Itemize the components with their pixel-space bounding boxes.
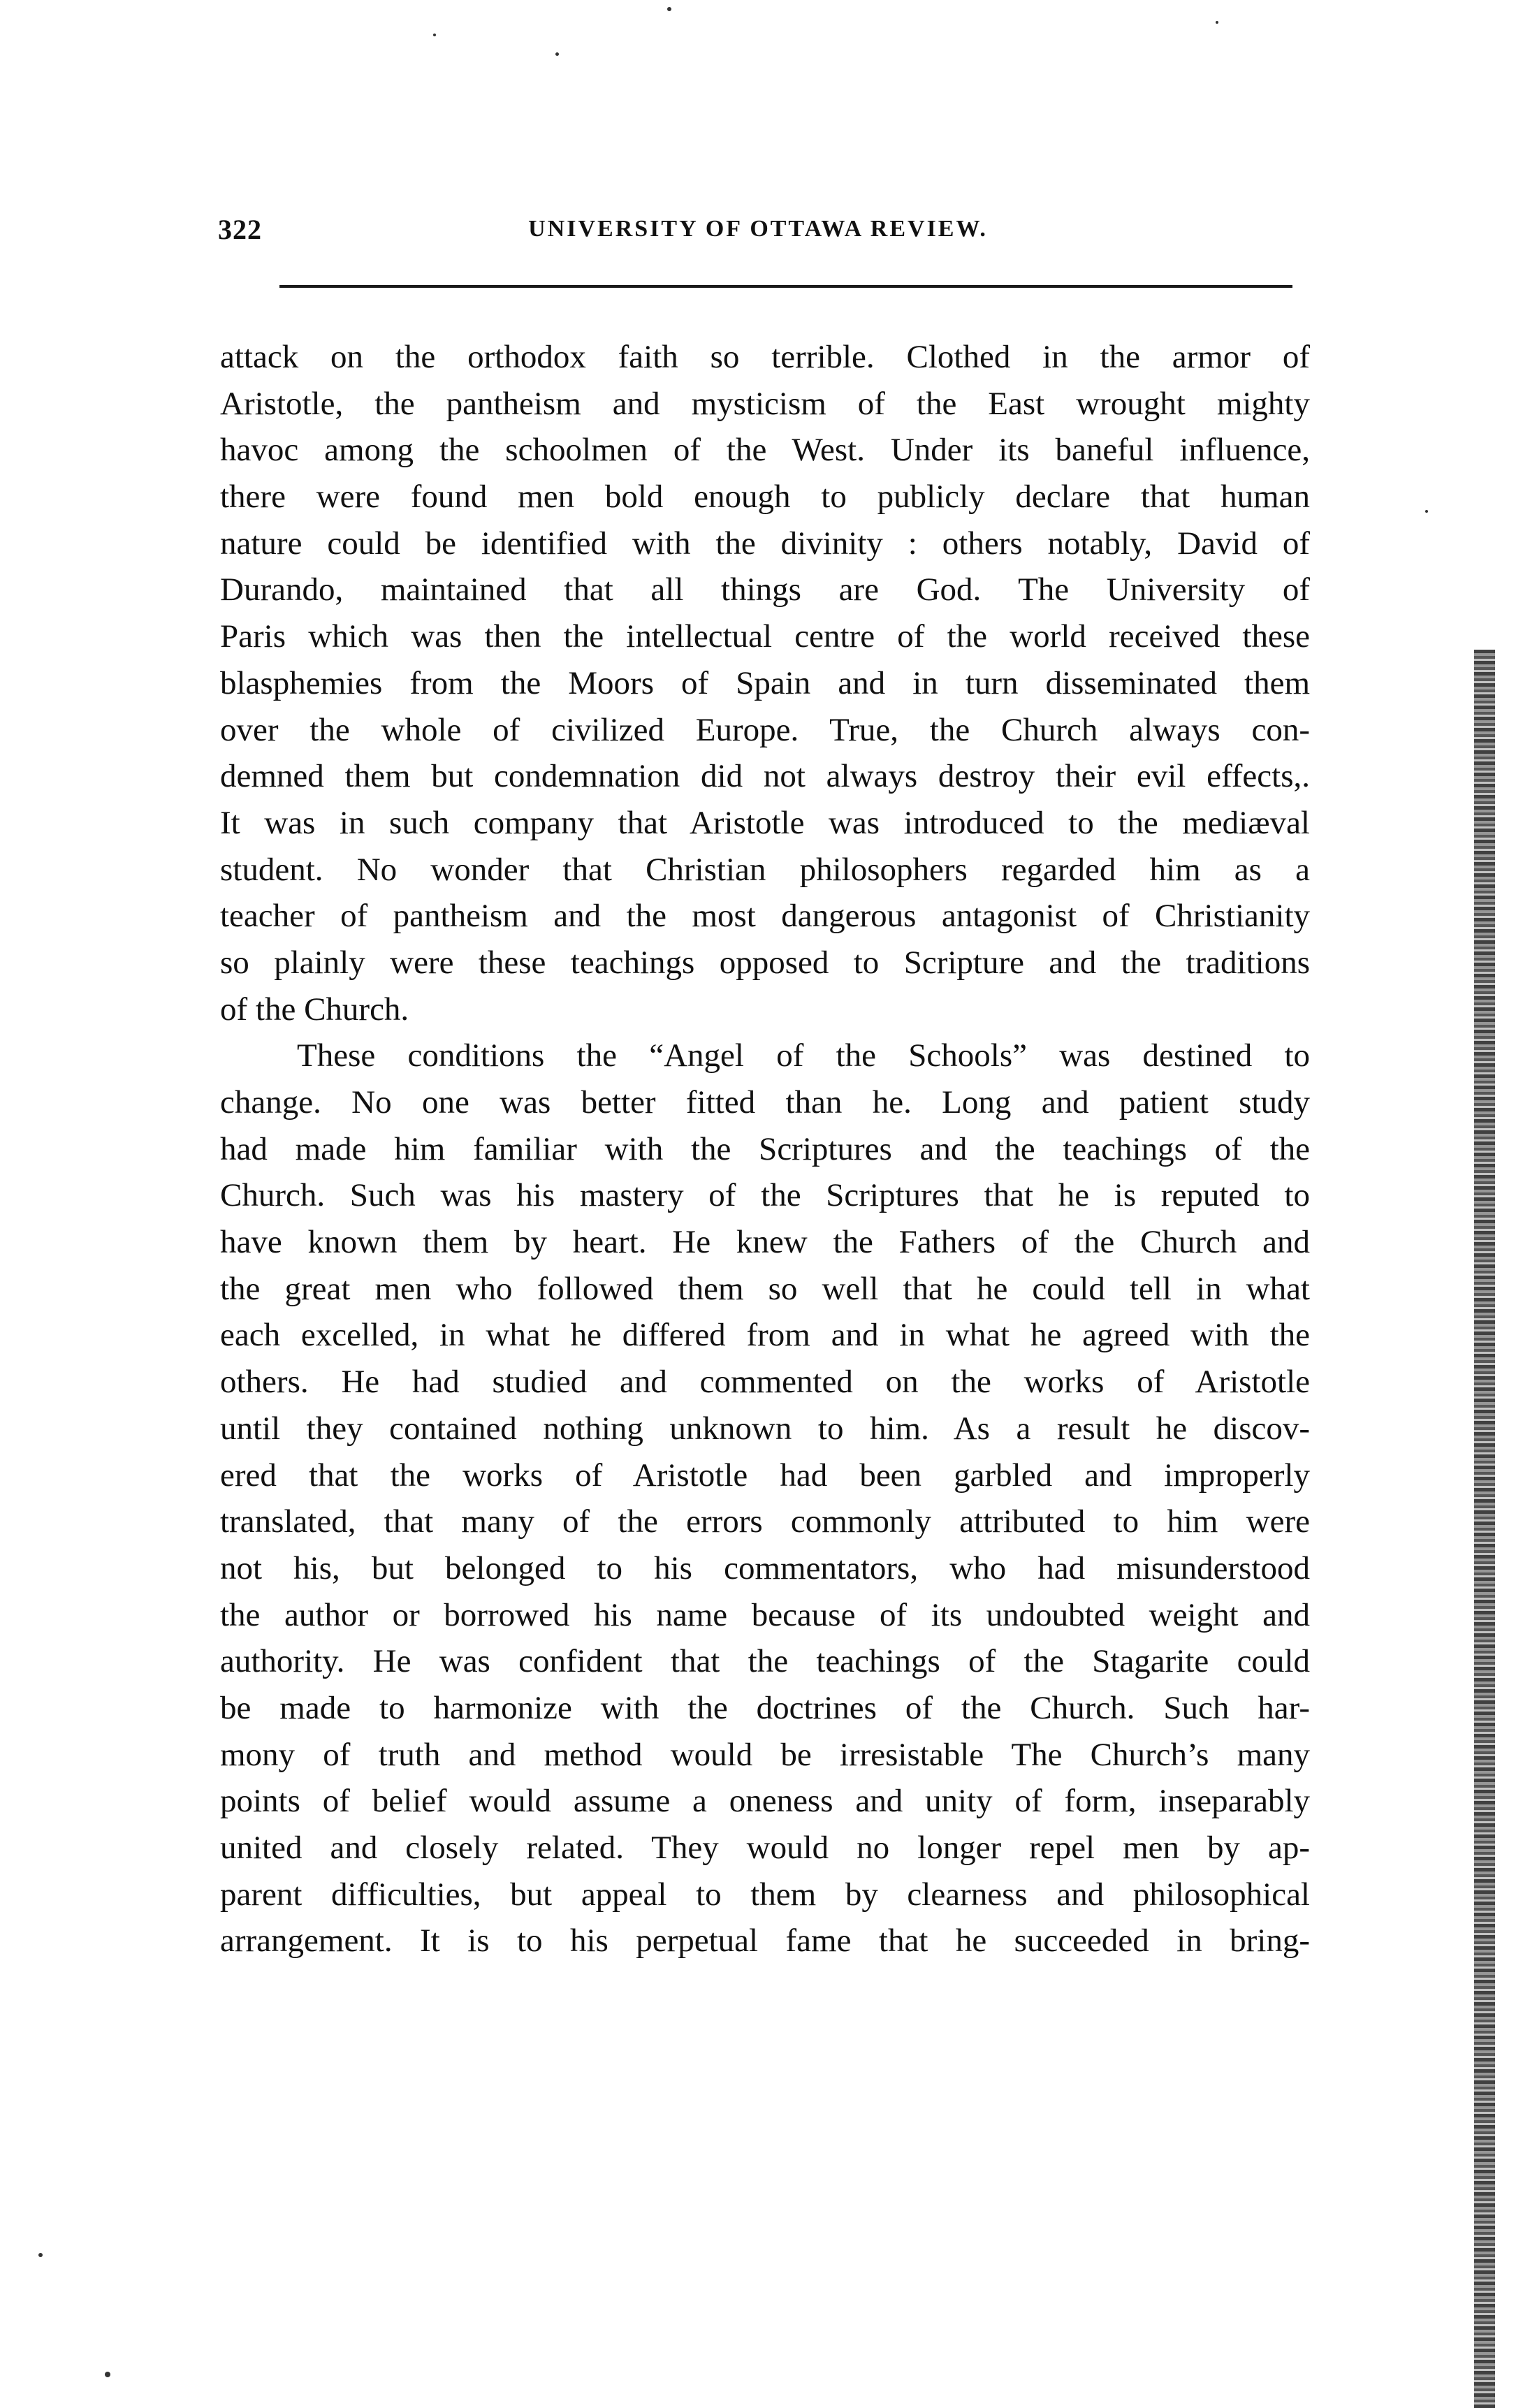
scan-speck: [555, 52, 559, 56]
text-line: teacher of pantheism and the most dangerous antagonist of Christianity: [220, 898, 1310, 935]
scan-speck: [433, 34, 436, 36]
text-line: arrangement. It is to his perpetual fame that he succeeded in bring-: [220, 1922, 1310, 1960]
text-line: until they contained nothing unknown to him. As a result he discov-: [220, 1410, 1310, 1447]
text-line: Durando, maintained that all things are God. The University of: [220, 571, 1310, 608]
scan-speck: [105, 2372, 110, 2377]
text-line: demned them but condemnation did not always destroy their evil effects,.: [220, 758, 1310, 795]
text-line: Aristotle, the pantheism and mysticism of the East wrought mighty: [220, 385, 1310, 422]
text-line: not his, but belonged to his commentators, who had misunderstood: [220, 1549, 1310, 1586]
scan-speck: [38, 2253, 43, 2257]
text-line: there were found men bold enough to publicly declare that human: [220, 479, 1310, 516]
binding-edge-shadow: [1474, 650, 1495, 2408]
scan-speck: [1216, 21, 1218, 24]
text-line: the great men who followed them so well that he could tell in what: [220, 1270, 1310, 1307]
paragraph-end-line: of the Church.: [220, 991, 409, 1028]
text-line: authority. He was confident that the teachings of the Stagarite could: [220, 1643, 1310, 1680]
text-line: nature could be identified with the divinity : others notably, David of: [220, 525, 1310, 562]
text-line: over the whole of civilized Europe. True, the Church always con-: [220, 711, 1310, 748]
text-line: blasphemies from the Moors of Spain and in turn disseminated them: [220, 664, 1310, 701]
text-line: the author or borrowed his name because of its undoubted weight and: [220, 1596, 1310, 1633]
text-line: be made to harmonize with the doctrines of the Church. Such har-: [220, 1689, 1310, 1726]
text-line: parent difficulties, but appeal to them by clearness and philosophical: [220, 1876, 1310, 1913]
text-line: havoc among the schoolmen of the West. Under its baneful influence,: [220, 432, 1310, 469]
body-text: [220, 334, 1310, 1964]
journal-title: UNIVERSITY OF OTTAWA REVIEW.: [528, 216, 988, 242]
paragraph-start-line: These conditions the “Angel of the Schools” was destined to: [297, 1037, 1310, 1074]
text-line: united and closely related. They would no longer repel men by ap-: [220, 1830, 1310, 1866]
text-line: translated, that many of the errors commonly attributed to him were: [220, 1503, 1310, 1540]
text-line: It was in such company that Aristotle was introduced to the mediæval: [220, 804, 1310, 841]
text-line: change. No one was better fitted than he. Long and patient study: [220, 1084, 1310, 1121]
text-line: Paris which was then the intellectual centre of the world received these: [220, 618, 1310, 655]
text-line: Church. Such was his mastery of the Scriptures that he is reputed to: [220, 1177, 1310, 1214]
text-line: student. No wonder that Christian philosophers regarded him as a: [220, 851, 1310, 888]
text-line: others. He had studied and commented on the works of Aristotle: [220, 1364, 1310, 1401]
text-line: mony of truth and method would be irresistable The Church’s many: [220, 1736, 1310, 1773]
scan-speck: [1425, 510, 1428, 513]
text-line: so plainly were these teachings opposed to Scripture and the traditions: [220, 944, 1310, 981]
text-line: have known them by heart. He knew the Fathers of the Church and: [220, 1224, 1310, 1261]
page-number: 322: [218, 214, 262, 245]
scan-speck: [667, 7, 671, 11]
text-line: had made him familiar with the Scriptures and the teachings of the: [220, 1130, 1310, 1167]
header-rule: [279, 285, 1292, 288]
running-head: [218, 213, 1298, 255]
text-line: points of belief would assume a oneness and unity of form, inseparably: [220, 1783, 1310, 1820]
text-line: each excelled, in what he differed from and in what he agreed with the: [220, 1317, 1310, 1354]
text-line: ered that the works of Aristotle had been garbled and improperly: [220, 1457, 1310, 1494]
text-line: attack on the orthodox faith so terrible. Clothed in the armor of: [220, 339, 1310, 375]
